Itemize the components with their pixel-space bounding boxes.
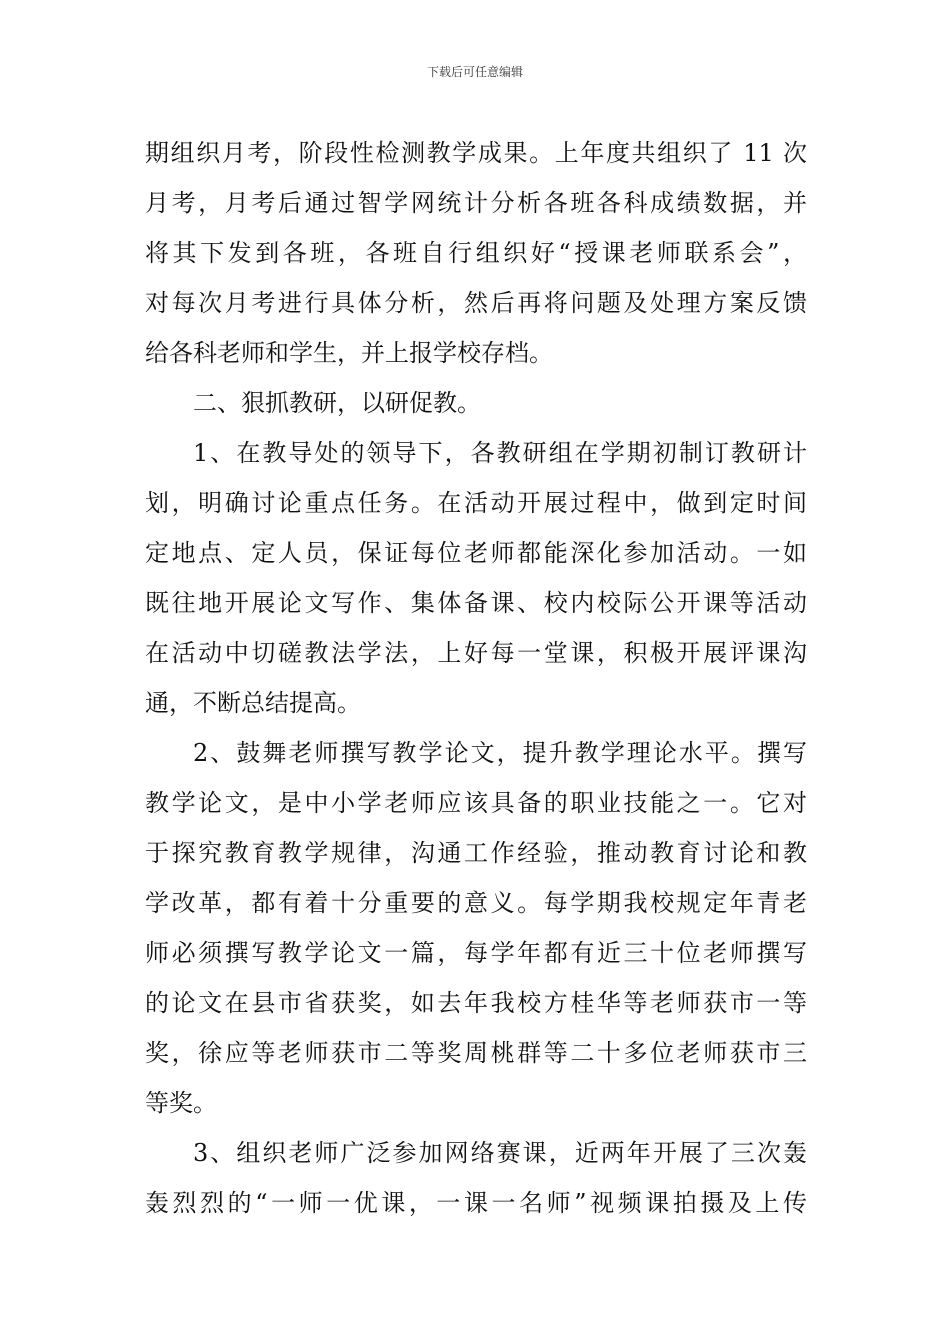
- page-header: 下载后可任意编辑: [426, 65, 523, 79]
- text-line: 既往地开展论文写作、集体备课、校内校际公开课等活动: [145, 589, 807, 617]
- text-line: 对每次月考进行具体分析，然后再将问题及处理方案反馈: [145, 289, 807, 317]
- text-line: 1、在教导处的领导下，各教研组在学期初制订教研计: [193, 439, 807, 467]
- text-line: 学改革，都有着十分重要的意义。每学期我校规定年青老: [145, 889, 807, 917]
- text-line: 的论文在县市省获奖，如去年我校方桂华等老师获市一等: [145, 989, 807, 1017]
- text-line: 2、鼓舞老师撰写教学论文，提升教学理论水平。撰写: [193, 739, 807, 767]
- text-line: 期组织月考，阶段性检测教学成果。上年度共组织了 11 次: [145, 139, 807, 167]
- text-line: 3、组织老师广泛参加网络赛课，近两年开展了三次轰: [193, 1139, 807, 1167]
- text-line: 在活动中切磋教法学法，上好每一堂课，积极开展评课沟: [145, 639, 807, 667]
- text-line: 等奖。: [145, 1089, 217, 1117]
- text-line: 奖，徐应等老师获市二等奖周桃群等二十多位老师获市三: [145, 1039, 807, 1067]
- text-line: 将其下发到各班，各班自行组织好“授课老师联系会”，: [145, 239, 807, 267]
- document-body: [145, 128, 807, 1228]
- text-line: 轰烈烈的“一师一优课，一课一名师”视频课拍摄及上传: [145, 1189, 807, 1217]
- text-line: 通，不断总结提高。: [145, 689, 361, 717]
- text-line: 定地点、定人员，保证每位老师都能深化参加活动。一如: [145, 539, 807, 567]
- text-line: 给各科老师和学生，并上报学校存档。: [145, 339, 553, 367]
- text-line: 师必须撰写教学论文一篇，每学年都有近三十位老师撰写: [145, 939, 807, 967]
- text-line: 教学论文，是中小学老师应该具备的职业技能之一。它对: [145, 789, 807, 817]
- text-line: 于探究教育教学规律，沟通工作经验，推动教育讨论和教: [145, 839, 807, 867]
- text-line: 划，明确讨论重点任务。在活动开展过程中，做到定时间: [145, 489, 807, 517]
- text-line: 二、狠抓教研，以研促教。: [193, 389, 481, 417]
- text-line: 月考，月考后通过智学网统计分析各班各科成绩数据，并: [145, 189, 807, 217]
